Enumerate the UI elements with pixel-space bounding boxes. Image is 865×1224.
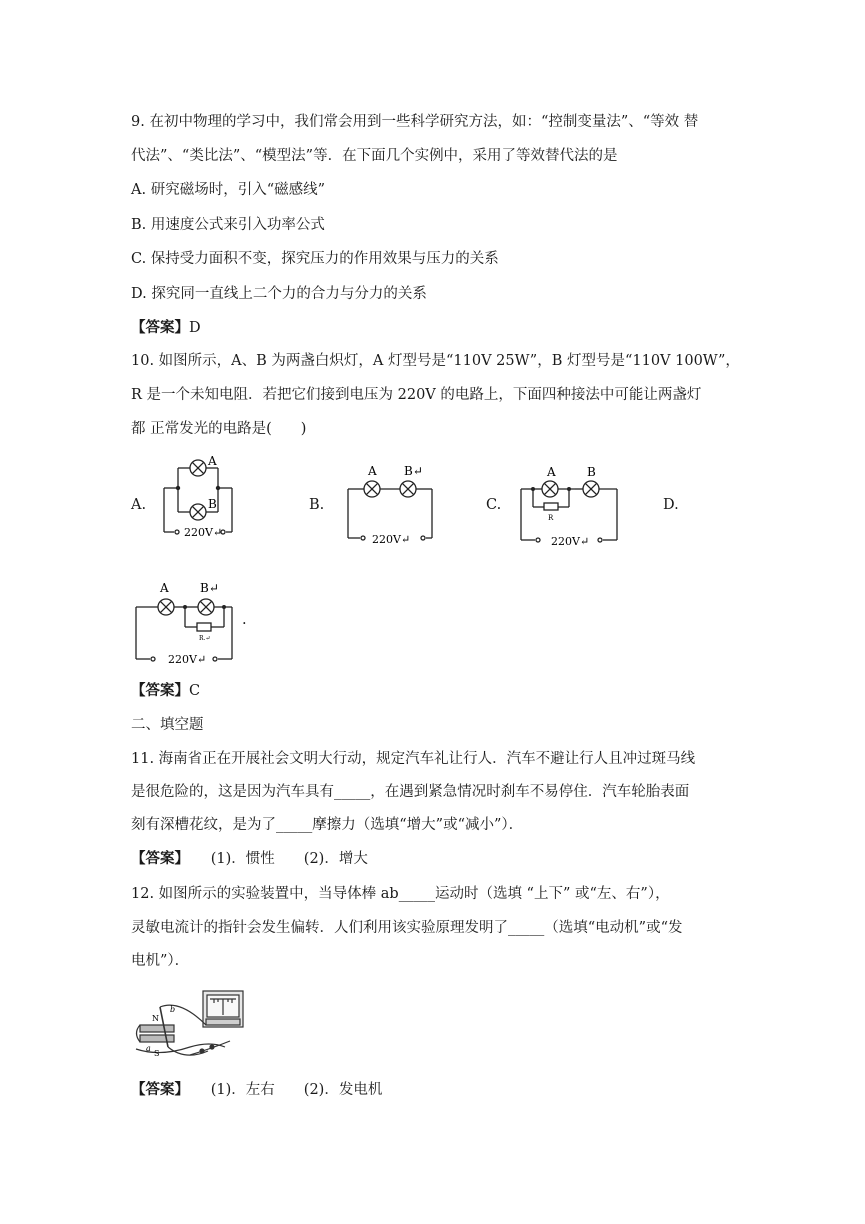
figure-label-s: S xyxy=(154,1049,160,1058)
circuit-c-label-a: A xyxy=(547,465,556,479)
figure-label-b: b xyxy=(170,1005,176,1014)
q11-line-1: 11. 海南省正在开展社会文明大行动，规定汽车礼让行人．汽车不避让行人且冲过斑马线 xyxy=(131,751,696,767)
circuit-b-label-b: B↵ xyxy=(404,464,423,478)
circuit-a-label-b: B xyxy=(208,497,217,511)
q12-answer xyxy=(131,1080,382,1100)
q11-answer-label: 【答案】 xyxy=(131,850,182,867)
q12-answer-label: 【答案】 xyxy=(131,1081,182,1098)
q10-line-1: 10. 如图所示，A、B 为两盏白炽灯，A 灯型号是“110V 25W”，B 灯型号是“110V 100W”， xyxy=(131,353,740,369)
q9-answer xyxy=(131,318,201,338)
q12-answer-value: (1)．左右 (2)．发电机 xyxy=(181,1082,383,1098)
figure-label-a: a xyxy=(146,1044,151,1053)
q11-answer xyxy=(131,849,368,869)
q10-option-label-a: A. xyxy=(131,497,147,513)
q10-answer-label: 【答案】 xyxy=(131,682,189,699)
circuit-a-diagram xyxy=(150,452,250,544)
q10-answer xyxy=(131,681,200,701)
q10-option-label-d: D. xyxy=(663,497,679,513)
q11-line-3: 刻有深槽花纹，是为了_____摩擦力（选填“增大”或“减小”）． xyxy=(131,817,524,833)
q11-line-2: 是很危险的，这是因为汽车具有_____，在遇到紧急情况时刹车不易停住．汽车轮胎表面 xyxy=(131,784,690,800)
q9-option-c: C. 保持受力面积不变，探究压力的作用效果与压力的关系 xyxy=(131,251,499,267)
q10-answer-value: C xyxy=(189,683,201,699)
q10-option-label-b: B. xyxy=(309,497,325,513)
q10-line-2: R 是一个未知电阻．若把它们接到电压为 220V 的电路上，下面四种接法中可能让两盏灯 xyxy=(131,387,702,403)
q9-line-2: 代法”、“类比法”、“模型法”等．在下面几个实例中，采用了等效替代法的是 xyxy=(131,148,618,164)
q12-line-1: 12. 如图所示的实验装置中，当导体棒 ab_____运动时（选填 “上下” 或“左、右”）， xyxy=(131,886,670,902)
q9-line-1: 9. 在初中物理的学习中，我们常会用到一些科学研究方法，如：“控制变量法”、“等效 替 xyxy=(131,114,699,130)
circuit-d-voltage: 220V↵ xyxy=(168,653,207,666)
circuit-d-label-a: A xyxy=(160,581,169,595)
section-title-fill-in: 二、填空题 xyxy=(131,717,204,733)
circuit-a-label-a: A xyxy=(208,454,217,468)
circuit-c-label-b: B xyxy=(587,465,596,479)
figure-label-n: N xyxy=(152,1014,159,1023)
q9-answer-label: 【答案】 xyxy=(131,319,189,336)
q9-option-a: A. 研究磁场时，引入“磁感线” xyxy=(131,182,326,198)
circuit-b-diagram xyxy=(340,460,440,550)
circuit-c-diagram xyxy=(515,460,625,550)
q9-option-b: B. 用速度公式来引入功率公式 xyxy=(131,217,325,233)
q10-option-label-c: C. xyxy=(486,497,502,513)
induction-experiment-figure xyxy=(130,985,255,1065)
circuit-d-label-b: B↵ xyxy=(200,581,219,595)
q12-line-3: 电机”）． xyxy=(131,953,190,969)
circuit-b-voltage: 220V↵ xyxy=(372,533,411,546)
q10-line-3: 都 正常发光的电路是( ) xyxy=(131,421,307,437)
circuit-d-diagram xyxy=(130,575,245,670)
q11-answer-value: (1)．惯性 (2)．增大 xyxy=(181,851,368,867)
circuit-c-voltage: 220V↵ xyxy=(551,535,590,548)
q12-line-2: 灵敏电流计的指针会发生偏转．人们利用该实验原理发明了_____（选填“电动机”或“发 xyxy=(131,920,683,936)
circuit-d-end-dot: . xyxy=(242,612,247,628)
q9-option-d: D. 探究同一直线上二个力的合力与分力的关系 xyxy=(131,286,427,302)
circuit-a-voltage: 220V↵ xyxy=(184,526,223,539)
circuit-d-resistor-label: R.↵ xyxy=(199,635,211,642)
q9-answer-value: D xyxy=(189,320,201,336)
circuit-c-resistor-label: R xyxy=(548,514,554,522)
circuit-b-label-a: A xyxy=(368,464,377,478)
